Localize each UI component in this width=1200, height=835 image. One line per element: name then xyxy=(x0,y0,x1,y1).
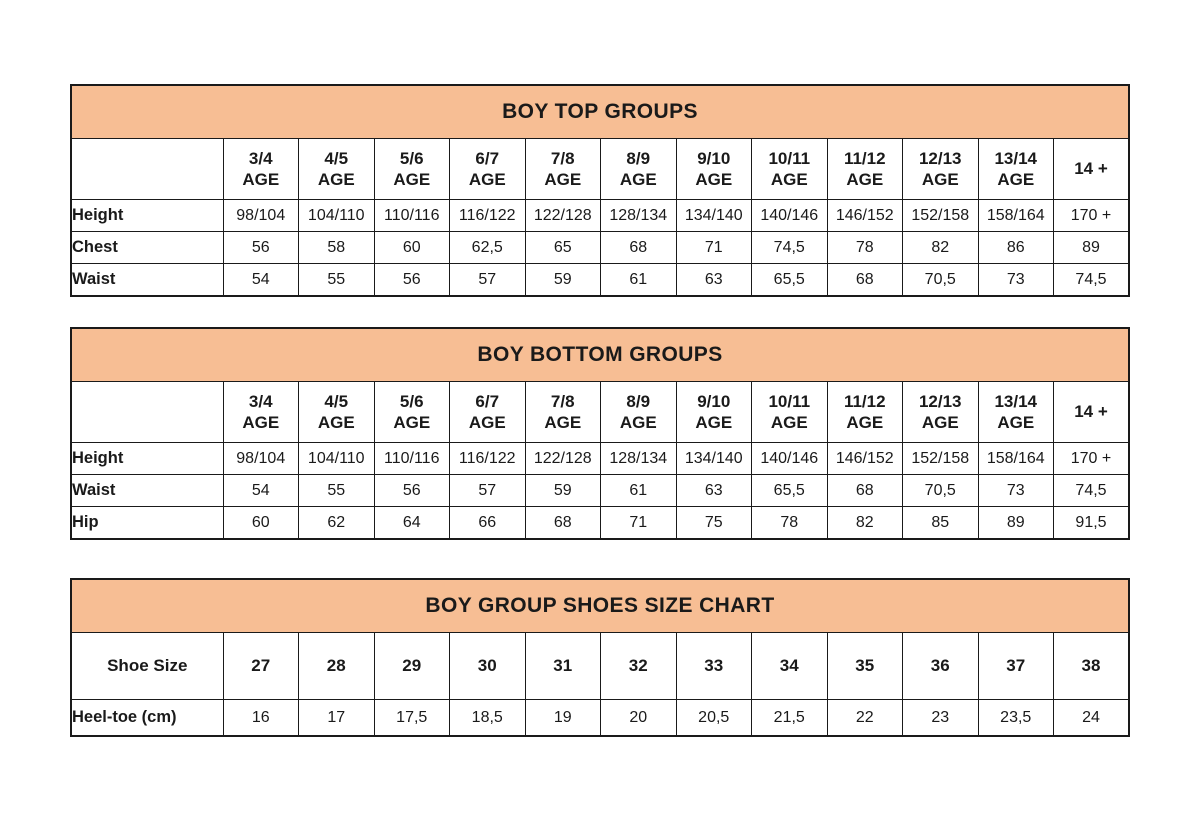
column-header-cell: 8/9 AGE xyxy=(601,382,677,443)
row-label-cell: Hip xyxy=(71,507,223,540)
data-cell: 74,5 xyxy=(752,232,828,264)
data-cell: 66 xyxy=(450,507,526,540)
column-header-cell: 10/11 AGE xyxy=(752,139,828,200)
data-cell: 55 xyxy=(299,475,375,507)
column-header-cell: 14 + xyxy=(1054,139,1130,200)
row-label-cell: Heel-toe (cm) xyxy=(71,700,223,737)
data-cell: 61 xyxy=(601,475,677,507)
column-header-cell: 11/12 AGE xyxy=(827,139,903,200)
data-cell: 75 xyxy=(676,507,752,540)
column-header-row xyxy=(71,139,1129,200)
column-header-cell: 5/6 AGE xyxy=(374,139,450,200)
data-cell: 116/122 xyxy=(450,200,526,232)
data-cell: 170 + xyxy=(1054,200,1130,232)
column-header-cell: 7/8 AGE xyxy=(525,139,601,200)
title-row xyxy=(71,328,1129,382)
row-label-cell: Waist xyxy=(71,475,223,507)
column-header-cell: 6/7 AGE xyxy=(450,139,526,200)
data-cell: 170 + xyxy=(1054,443,1130,475)
data-cell: 17,5 xyxy=(374,700,450,737)
column-header-cell: 13/14 AGE xyxy=(978,382,1054,443)
data-cell: 128/134 xyxy=(601,200,677,232)
data-cell: 134/140 xyxy=(676,200,752,232)
data-cell: 56 xyxy=(223,232,299,264)
column-header-cell: 4/5 AGE xyxy=(299,382,375,443)
data-cell: 68 xyxy=(525,507,601,540)
data-cell: 128/134 xyxy=(601,443,677,475)
data-cell: 70,5 xyxy=(903,475,979,507)
data-cell: 57 xyxy=(450,264,526,297)
data-cell: 70,5 xyxy=(903,264,979,297)
data-cell: 63 xyxy=(676,264,752,297)
column-header-cell: 29 xyxy=(374,633,450,700)
column-header-cell: 8/9 AGE xyxy=(601,139,677,200)
row-label-cell: Chest xyxy=(71,232,223,264)
data-cell: 152/158 xyxy=(903,200,979,232)
data-cell: 152/158 xyxy=(903,443,979,475)
column-header-cell: 12/13 AGE xyxy=(903,139,979,200)
data-cell: 98/104 xyxy=(223,200,299,232)
data-cell: 16 xyxy=(223,700,299,737)
column-header-cell: 9/10 AGE xyxy=(676,382,752,443)
row-label-cell: Height xyxy=(71,200,223,232)
data-cell: 62 xyxy=(299,507,375,540)
data-cell: 146/152 xyxy=(827,443,903,475)
data-cell: 122/128 xyxy=(525,443,601,475)
boy-top-groups-table xyxy=(70,84,1130,297)
table-title: BOY BOTTOM GROUPS xyxy=(71,328,1129,382)
data-cell: 74,5 xyxy=(1054,475,1130,507)
column-header-cell: 38 xyxy=(1054,633,1130,700)
data-cell: 68 xyxy=(601,232,677,264)
column-header-cell: 12/13 AGE xyxy=(903,382,979,443)
column-header-cell: 7/8 AGE xyxy=(525,382,601,443)
data-cell: 65 xyxy=(525,232,601,264)
column-header-cell: 10/11 AGE xyxy=(752,382,828,443)
data-cell: 60 xyxy=(223,507,299,540)
data-cell: 55 xyxy=(299,264,375,297)
data-cell: 21,5 xyxy=(752,700,828,737)
data-cell: 59 xyxy=(525,475,601,507)
data-cell: 24 xyxy=(1054,700,1130,737)
data-cell: 110/116 xyxy=(374,200,450,232)
header-label-cell xyxy=(71,382,223,443)
data-cell: 20,5 xyxy=(676,700,752,737)
data-cell: 158/164 xyxy=(978,200,1054,232)
table-row xyxy=(71,700,1129,737)
data-cell: 158/164 xyxy=(978,443,1054,475)
data-cell: 116/122 xyxy=(450,443,526,475)
data-cell: 61 xyxy=(601,264,677,297)
column-header-cell: 37 xyxy=(978,633,1054,700)
table-row xyxy=(71,200,1129,232)
data-cell: 23,5 xyxy=(978,700,1054,737)
data-cell: 54 xyxy=(223,475,299,507)
data-cell: 20 xyxy=(601,700,677,737)
data-cell: 56 xyxy=(374,475,450,507)
column-header-row xyxy=(71,633,1129,700)
column-header-cell: 14 + xyxy=(1054,382,1130,443)
data-cell: 73 xyxy=(978,264,1054,297)
table-row xyxy=(71,264,1129,297)
column-header-cell: 3/4 AGE xyxy=(223,139,299,200)
column-header-cell: 33 xyxy=(676,633,752,700)
data-cell: 98/104 xyxy=(223,443,299,475)
data-cell: 82 xyxy=(903,232,979,264)
table-row xyxy=(71,443,1129,475)
column-header-row xyxy=(71,382,1129,443)
data-cell: 140/146 xyxy=(752,200,828,232)
data-cell: 104/110 xyxy=(299,200,375,232)
data-cell: 89 xyxy=(978,507,1054,540)
data-cell: 140/146 xyxy=(752,443,828,475)
data-cell: 60 xyxy=(374,232,450,264)
data-cell: 62,5 xyxy=(450,232,526,264)
column-header-cell: 34 xyxy=(752,633,828,700)
data-cell: 74,5 xyxy=(1054,264,1130,297)
column-header-cell: 36 xyxy=(903,633,979,700)
title-row xyxy=(71,85,1129,139)
data-cell: 86 xyxy=(978,232,1054,264)
data-cell: 65,5 xyxy=(752,475,828,507)
data-cell: 68 xyxy=(827,264,903,297)
column-header-cell: 32 xyxy=(601,633,677,700)
column-header-cell: 6/7 AGE xyxy=(450,382,526,443)
column-header-cell: 11/12 AGE xyxy=(827,382,903,443)
table-row xyxy=(71,475,1129,507)
column-header-cell: 3/4 AGE xyxy=(223,382,299,443)
table-row xyxy=(71,232,1129,264)
data-cell: 85 xyxy=(903,507,979,540)
data-cell: 73 xyxy=(978,475,1054,507)
data-cell: 78 xyxy=(827,232,903,264)
data-cell: 64 xyxy=(374,507,450,540)
data-cell: 18,5 xyxy=(450,700,526,737)
column-header-cell: 28 xyxy=(299,633,375,700)
data-cell: 82 xyxy=(827,507,903,540)
data-cell: 65,5 xyxy=(752,264,828,297)
data-cell: 134/140 xyxy=(676,443,752,475)
data-cell: 23 xyxy=(903,700,979,737)
data-cell: 17 xyxy=(299,700,375,737)
table-title: BOY TOP GROUPS xyxy=(71,85,1129,139)
row-label-cell: Waist xyxy=(71,264,223,297)
data-cell: 54 xyxy=(223,264,299,297)
boy-bottom-groups-table xyxy=(70,327,1130,540)
data-cell: 63 xyxy=(676,475,752,507)
column-header-cell: 9/10 AGE xyxy=(676,139,752,200)
column-header-cell: 35 xyxy=(827,633,903,700)
row-label-cell: Height xyxy=(71,443,223,475)
data-cell: 19 xyxy=(525,700,601,737)
column-header-cell: 4/5 AGE xyxy=(299,139,375,200)
data-cell: 56 xyxy=(374,264,450,297)
table-title: BOY GROUP SHOES SIZE CHART xyxy=(71,579,1129,633)
header-label-cell: Shoe Size xyxy=(71,633,223,700)
data-cell: 104/110 xyxy=(299,443,375,475)
data-cell: 71 xyxy=(601,507,677,540)
title-row xyxy=(71,579,1129,633)
data-cell: 89 xyxy=(1054,232,1130,264)
header-label-cell xyxy=(71,139,223,200)
data-cell: 110/116 xyxy=(374,443,450,475)
data-cell: 58 xyxy=(299,232,375,264)
data-cell: 68 xyxy=(827,475,903,507)
data-cell: 146/152 xyxy=(827,200,903,232)
column-header-cell: 13/14 AGE xyxy=(978,139,1054,200)
table-row xyxy=(71,507,1129,540)
column-header-cell: 30 xyxy=(450,633,526,700)
column-header-cell: 27 xyxy=(223,633,299,700)
data-cell: 22 xyxy=(827,700,903,737)
data-cell: 59 xyxy=(525,264,601,297)
data-cell: 91,5 xyxy=(1054,507,1130,540)
column-header-cell: 31 xyxy=(525,633,601,700)
data-cell: 78 xyxy=(752,507,828,540)
data-cell: 71 xyxy=(676,232,752,264)
boy-shoes-size-table xyxy=(70,578,1130,737)
column-header-cell: 5/6 AGE xyxy=(374,382,450,443)
data-cell: 57 xyxy=(450,475,526,507)
data-cell: 122/128 xyxy=(525,200,601,232)
